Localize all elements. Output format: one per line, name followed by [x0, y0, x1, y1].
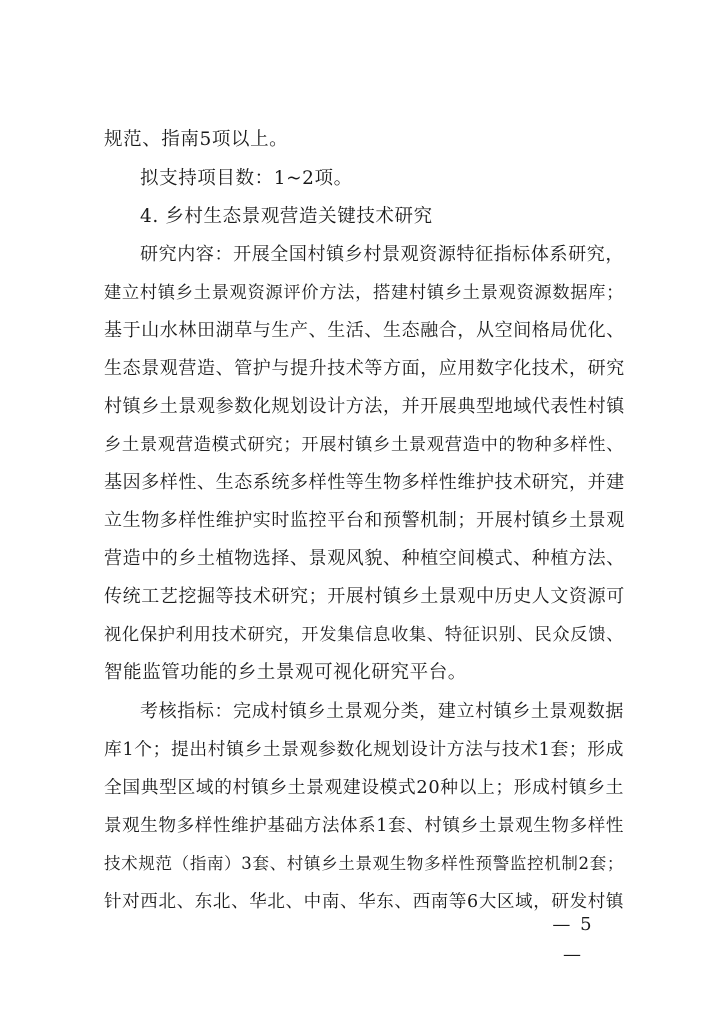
text-line: 针对西北、东北、华北、中南、华东、西南等6大区域，研发村镇 [104, 892, 624, 912]
text-line: 考核指标：完成村镇乡土景观分类，建立村镇乡土景观数据 [140, 701, 624, 722]
text-line: 景观生物多样性维护基础方法体系1套、村镇乡土景观生物多样性 [104, 816, 624, 836]
text-line: 基于山水林田湖草与生产、生活、生态融合，从空间格局优化、 [104, 320, 625, 341]
text-line: 技术规范（指南）3套、村镇乡土景观生物多样性预警监控机制2套； [104, 854, 624, 873]
page-number: — 5 — [552, 914, 594, 965]
text-line: 规范、指南5项以上。 [104, 129, 289, 150]
text-line: 生态景观营造、管护与提升技术等方面，应用数字化技术，研究 [104, 358, 625, 379]
text-line: 库1个；提出村镇乡土景观参数化规划设计方法与技术1套；形成 [104, 740, 624, 760]
text-line: 研究内容：开展全国村镇乡村景观资源特征指标体系研究， [140, 244, 624, 265]
text-line: 立生物多样性维护实时监控平台和预警机制；开展村镇乡土景观 [104, 510, 625, 531]
text-line: 拟支持项目数：1~2项。 [140, 168, 353, 189]
section-heading: 4. 乡村生态景观营造关键技术研究 [140, 206, 433, 227]
text-line: 视化保护利用技术研究，开发集信息收集、特征识别、民众反馈、 [104, 625, 624, 645]
text-line: 传统工艺挖掘等技术研究；开展村镇乡土景观中历史人文资源可 [104, 586, 625, 607]
text-line: 基因多样性、生态系统多样性等生物多样性维护技术研究，并建 [104, 472, 625, 493]
text-line: 乡土景观营造模式研究；开展村镇乡土景观营造中的物种多样性、 [104, 435, 624, 455]
text-line: 村镇乡土景观参数化规划设计方法，并开展典型地域代表性村镇 [104, 396, 625, 417]
text-line: 智能监管功能的乡土景观可视化研究平台。 [104, 662, 467, 683]
text-line: 全国典型区域的村镇乡土景观建设模式20种以上；形成村镇乡土 [104, 778, 624, 798]
text-line: 营造中的乡土植物选择、景观风貌、种植空间模式、种植方法、 [104, 548, 625, 569]
text-line: 建立村镇乡土景观资源评价方法，搭建村镇乡土景观资源数据库； [104, 283, 624, 303]
